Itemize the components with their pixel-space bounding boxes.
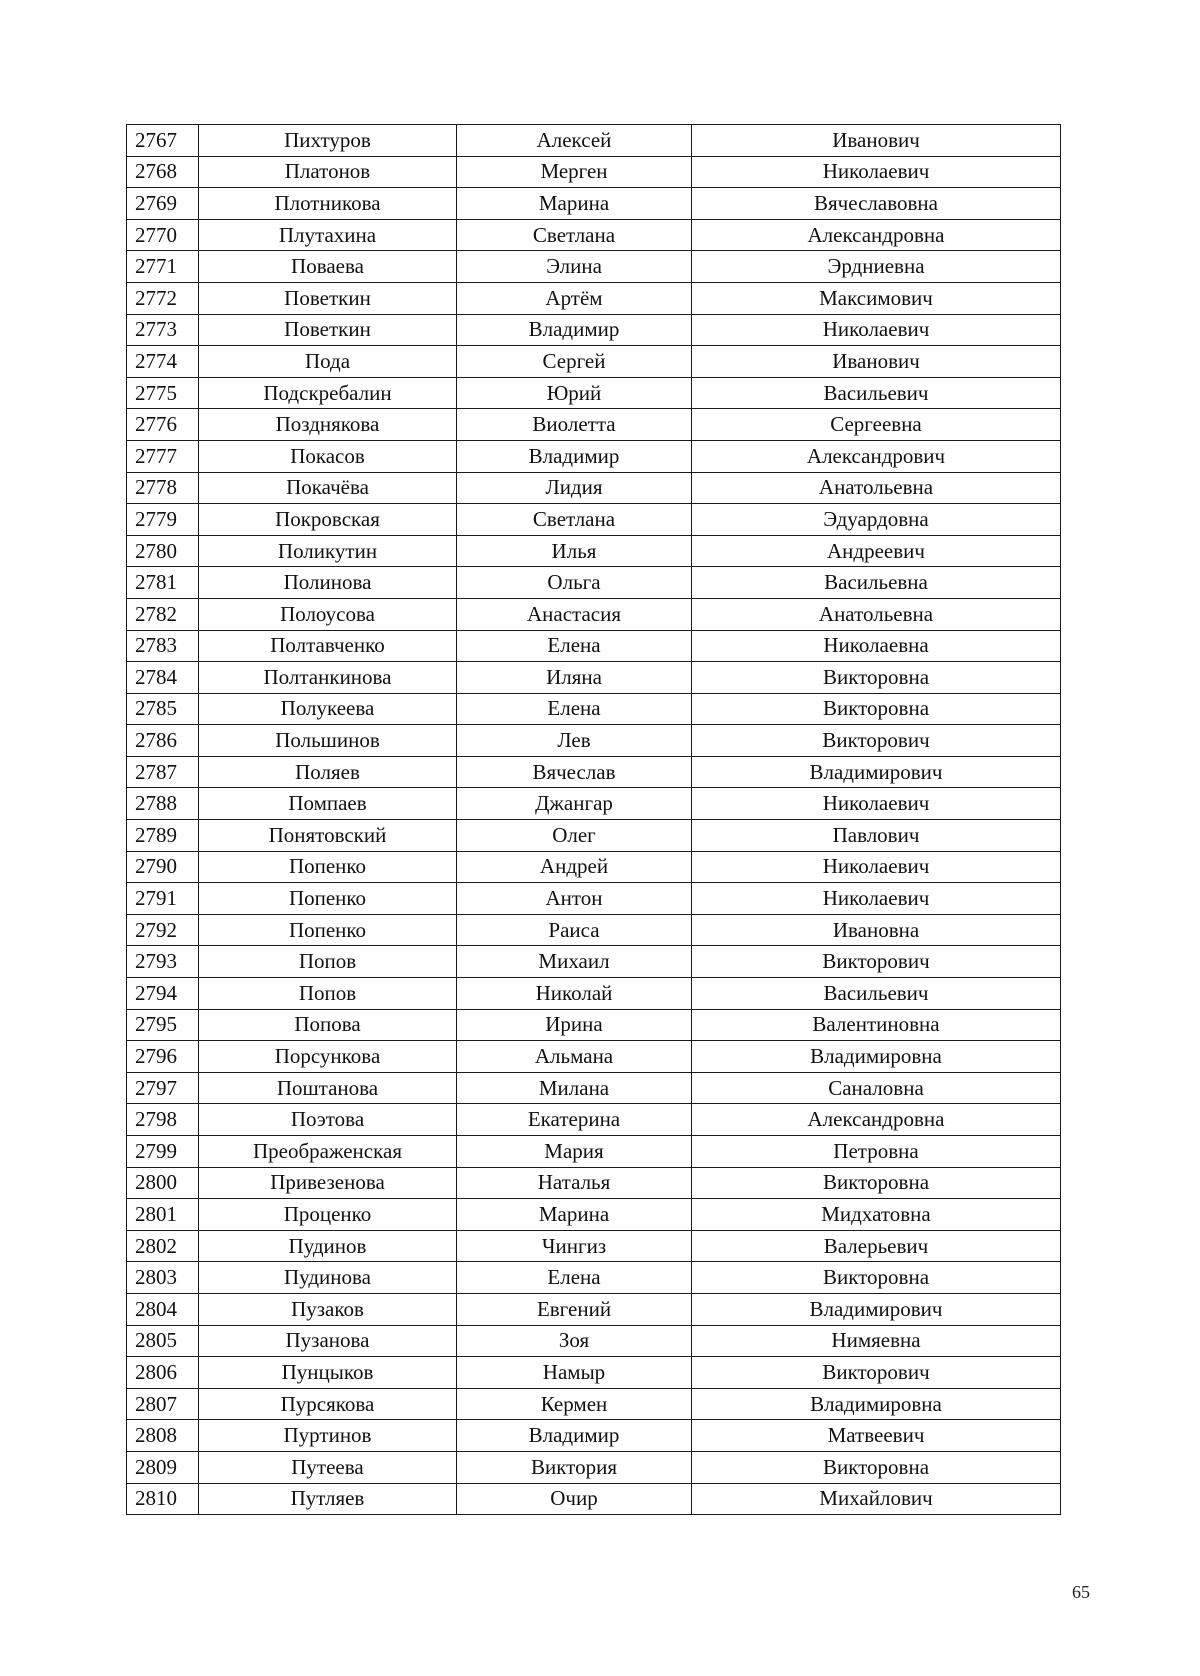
patronymic-cell: Максимович	[692, 282, 1061, 314]
row-number-cell: 2781	[127, 567, 199, 599]
patronymic-cell: Владимировна	[692, 1041, 1061, 1073]
row-number-cell: 2809	[127, 1451, 199, 1483]
patronymic-cell: Иванович	[692, 125, 1061, 157]
first-name-cell: Зоя	[457, 1325, 692, 1357]
row-number-cell: 2775	[127, 377, 199, 409]
first-name-cell: Вячеслав	[457, 756, 692, 788]
table-row	[127, 1041, 1061, 1073]
last-name-cell: Попов	[199, 946, 457, 978]
patronymic-cell: Саналовна	[692, 1072, 1061, 1104]
row-number-cell: 2788	[127, 788, 199, 820]
row-number-cell: 2797	[127, 1072, 199, 1104]
last-name-cell: Покасов	[199, 440, 457, 472]
first-name-cell: Лидия	[457, 472, 692, 504]
first-name-cell: Алексей	[457, 125, 692, 157]
first-name-cell: Намыр	[457, 1357, 692, 1389]
patronymic-cell: Васильевич	[692, 978, 1061, 1010]
first-name-cell: Мерген	[457, 156, 692, 188]
patronymic-cell: Александровна	[692, 219, 1061, 251]
table-row	[127, 662, 1061, 694]
patronymic-cell: Матвеевич	[692, 1420, 1061, 1452]
row-number-cell: 2808	[127, 1420, 199, 1452]
last-name-cell: Пунцыков	[199, 1357, 457, 1389]
last-name-cell: Понятовский	[199, 820, 457, 852]
last-name-cell: Пихтуров	[199, 125, 457, 157]
table-row	[127, 756, 1061, 788]
patronymic-cell: Викторовна	[692, 1262, 1061, 1294]
first-name-cell: Светлана	[457, 219, 692, 251]
table-row	[127, 156, 1061, 188]
row-number-cell: 2784	[127, 662, 199, 694]
last-name-cell: Путеева	[199, 1451, 457, 1483]
row-number-cell: 2790	[127, 851, 199, 883]
patronymic-cell: Николаевич	[692, 314, 1061, 346]
row-number-cell: 2782	[127, 598, 199, 630]
table-row	[127, 1104, 1061, 1136]
row-number-cell: 2778	[127, 472, 199, 504]
patronymic-cell: Викторович	[692, 1357, 1061, 1389]
first-name-cell: Элина	[457, 251, 692, 283]
patronymic-cell: Николаевич	[692, 883, 1061, 915]
table-row	[127, 504, 1061, 536]
table-row	[127, 1388, 1061, 1420]
last-name-cell: Попова	[199, 1009, 457, 1041]
patronymic-cell: Валентиновна	[692, 1009, 1061, 1041]
last-name-cell: Пузаков	[199, 1293, 457, 1325]
table-row	[127, 1293, 1061, 1325]
last-name-cell: Попенко	[199, 851, 457, 883]
row-number-cell: 2777	[127, 440, 199, 472]
last-name-cell: Поваева	[199, 251, 457, 283]
last-name-cell: Пузанова	[199, 1325, 457, 1357]
table-row	[127, 1199, 1061, 1231]
first-name-cell: Милана	[457, 1072, 692, 1104]
first-name-cell: Марина	[457, 188, 692, 220]
table-row	[127, 251, 1061, 283]
row-number-cell: 2786	[127, 725, 199, 757]
first-name-cell: Ирина	[457, 1009, 692, 1041]
last-name-cell: Помпаев	[199, 788, 457, 820]
first-name-cell: Альмана	[457, 1041, 692, 1073]
last-name-cell: Пуртинов	[199, 1420, 457, 1452]
last-name-cell: Поэтова	[199, 1104, 457, 1136]
table-row	[127, 1420, 1061, 1452]
first-name-cell: Михаил	[457, 946, 692, 978]
first-name-cell: Илья	[457, 535, 692, 567]
patronymic-cell: Владимирович	[692, 1293, 1061, 1325]
last-name-cell: Плутахина	[199, 219, 457, 251]
table-row	[127, 1357, 1061, 1389]
last-name-cell: Путляев	[199, 1483, 457, 1515]
table-row	[127, 472, 1061, 504]
row-number-cell: 2791	[127, 883, 199, 915]
last-name-cell: Польшинов	[199, 725, 457, 757]
table-row	[127, 1072, 1061, 1104]
patronymic-cell: Ивановна	[692, 914, 1061, 946]
first-name-cell: Иляна	[457, 662, 692, 694]
last-name-cell: Платонов	[199, 156, 457, 188]
first-name-cell: Ольга	[457, 567, 692, 599]
first-name-cell: Джангар	[457, 788, 692, 820]
table-row	[127, 693, 1061, 725]
row-number-cell: 2787	[127, 756, 199, 788]
table-row	[127, 1230, 1061, 1262]
row-number-cell: 2769	[127, 188, 199, 220]
last-name-cell: Попенко	[199, 914, 457, 946]
patronymic-cell: Васильевна	[692, 567, 1061, 599]
patronymic-cell: Вячеславовна	[692, 188, 1061, 220]
table-row	[127, 1136, 1061, 1168]
patronymic-cell: Александровна	[692, 1104, 1061, 1136]
first-name-cell: Юрий	[457, 377, 692, 409]
first-name-cell: Евгений	[457, 1293, 692, 1325]
first-name-cell: Виолетта	[457, 409, 692, 441]
patronymic-cell: Петровна	[692, 1136, 1061, 1168]
first-name-cell: Сергей	[457, 346, 692, 378]
last-name-cell: Полтанкинова	[199, 662, 457, 694]
first-name-cell: Анастасия	[457, 598, 692, 630]
row-number-cell: 2795	[127, 1009, 199, 1041]
first-name-cell: Николай	[457, 978, 692, 1010]
first-name-cell: Кермен	[457, 1388, 692, 1420]
last-name-cell: Поветкин	[199, 282, 457, 314]
table-row	[127, 914, 1061, 946]
patronymic-cell: Николаевна	[692, 630, 1061, 662]
first-name-cell: Елена	[457, 630, 692, 662]
table-row	[127, 788, 1061, 820]
patronymic-cell: Васильевич	[692, 377, 1061, 409]
last-name-cell: Подскребалин	[199, 377, 457, 409]
row-number-cell: 2796	[127, 1041, 199, 1073]
table-row	[127, 978, 1061, 1010]
patronymic-cell: Анатольевна	[692, 598, 1061, 630]
first-name-cell: Лев	[457, 725, 692, 757]
patronymic-cell: Викторовна	[692, 1451, 1061, 1483]
first-name-cell: Антон	[457, 883, 692, 915]
row-number-cell: 2785	[127, 693, 199, 725]
names-table	[126, 124, 1061, 1515]
patronymic-cell: Эдуардовна	[692, 504, 1061, 536]
patronymic-cell: Михайлович	[692, 1483, 1061, 1515]
row-number-cell: 2772	[127, 282, 199, 314]
row-number-cell: 2800	[127, 1167, 199, 1199]
first-name-cell: Наталья	[457, 1167, 692, 1199]
last-name-cell: Преображенская	[199, 1136, 457, 1168]
last-name-cell: Пудинова	[199, 1262, 457, 1294]
patronymic-cell: Иванович	[692, 346, 1061, 378]
last-name-cell: Полоусова	[199, 598, 457, 630]
page-number: 65	[1072, 1582, 1090, 1602]
patronymic-cell: Викторович	[692, 725, 1061, 757]
last-name-cell: Полинова	[199, 567, 457, 599]
table-row	[127, 567, 1061, 599]
last-name-cell: Пурсякова	[199, 1388, 457, 1420]
patronymic-cell: Владимирович	[692, 756, 1061, 788]
table-row	[127, 725, 1061, 757]
first-name-cell: Владимир	[457, 440, 692, 472]
row-number-cell: 2807	[127, 1388, 199, 1420]
table-row	[127, 820, 1061, 852]
last-name-cell: Полтавченко	[199, 630, 457, 662]
table-row	[127, 630, 1061, 662]
row-number-cell: 2783	[127, 630, 199, 662]
first-name-cell: Елена	[457, 693, 692, 725]
first-name-cell: Владимир	[457, 1420, 692, 1452]
table-row	[127, 188, 1061, 220]
table-row	[127, 946, 1061, 978]
first-name-cell: Мария	[457, 1136, 692, 1168]
first-name-cell: Марина	[457, 1199, 692, 1231]
row-number-cell: 2789	[127, 820, 199, 852]
table-row	[127, 125, 1061, 157]
table-row	[127, 1483, 1061, 1515]
row-number-cell: 2801	[127, 1199, 199, 1231]
patronymic-cell: Мидхатовна	[692, 1199, 1061, 1231]
row-number-cell: 2767	[127, 125, 199, 157]
table-row	[127, 377, 1061, 409]
row-number-cell: 2804	[127, 1293, 199, 1325]
table-row	[127, 440, 1061, 472]
table-row	[127, 1325, 1061, 1357]
row-number-cell: 2803	[127, 1262, 199, 1294]
patronymic-cell: Викторовна	[692, 662, 1061, 694]
patronymic-cell: Николаевич	[692, 851, 1061, 883]
first-name-cell: Владимир	[457, 314, 692, 346]
row-number-cell: 2810	[127, 1483, 199, 1515]
last-name-cell: Проценко	[199, 1199, 457, 1231]
patronymic-cell: Павлович	[692, 820, 1061, 852]
last-name-cell: Пудинов	[199, 1230, 457, 1262]
table-row	[127, 314, 1061, 346]
patronymic-cell: Валерьевич	[692, 1230, 1061, 1262]
row-number-cell: 2780	[127, 535, 199, 567]
table-row	[127, 409, 1061, 441]
table-row	[127, 598, 1061, 630]
row-number-cell: 2806	[127, 1357, 199, 1389]
patronymic-cell: Николаевич	[692, 788, 1061, 820]
row-number-cell: 2771	[127, 251, 199, 283]
first-name-cell: Елена	[457, 1262, 692, 1294]
patronymic-cell: Сергеевна	[692, 409, 1061, 441]
first-name-cell: Олег	[457, 820, 692, 852]
last-name-cell: Порсункова	[199, 1041, 457, 1073]
patronymic-cell: Александрович	[692, 440, 1061, 472]
patronymic-cell: Викторовна	[692, 1167, 1061, 1199]
row-number-cell: 2774	[127, 346, 199, 378]
table-row	[127, 346, 1061, 378]
patronymic-cell: Андреевич	[692, 535, 1061, 567]
first-name-cell: Екатерина	[457, 1104, 692, 1136]
table-row	[127, 1009, 1061, 1041]
first-name-cell: Чингиз	[457, 1230, 692, 1262]
patronymic-cell: Нимяевна	[692, 1325, 1061, 1357]
last-name-cell: Покровская	[199, 504, 457, 536]
patronymic-cell: Викторовна	[692, 693, 1061, 725]
last-name-cell: Попов	[199, 978, 457, 1010]
last-name-cell: Привезенова	[199, 1167, 457, 1199]
last-name-cell: Поликутин	[199, 535, 457, 567]
last-name-cell: Полукеева	[199, 693, 457, 725]
row-number-cell: 2794	[127, 978, 199, 1010]
row-number-cell: 2792	[127, 914, 199, 946]
table-row	[127, 1167, 1061, 1199]
last-name-cell: Позднякова	[199, 409, 457, 441]
table-row	[127, 1262, 1061, 1294]
last-name-cell: Покачёва	[199, 472, 457, 504]
row-number-cell: 2799	[127, 1136, 199, 1168]
last-name-cell: Поветкин	[199, 314, 457, 346]
row-number-cell: 2805	[127, 1325, 199, 1357]
last-name-cell: Поштанова	[199, 1072, 457, 1104]
patronymic-cell: Викторович	[692, 946, 1061, 978]
table-row	[127, 282, 1061, 314]
patronymic-cell: Николаевич	[692, 156, 1061, 188]
row-number-cell: 2776	[127, 409, 199, 441]
row-number-cell: 2798	[127, 1104, 199, 1136]
first-name-cell: Виктория	[457, 1451, 692, 1483]
patronymic-cell: Владимировна	[692, 1388, 1061, 1420]
table-row	[127, 535, 1061, 567]
table-row	[127, 883, 1061, 915]
first-name-cell: Артём	[457, 282, 692, 314]
row-number-cell: 2770	[127, 219, 199, 251]
patronymic-cell: Анатольевна	[692, 472, 1061, 504]
names-table-body	[127, 125, 1061, 1515]
row-number-cell: 2802	[127, 1230, 199, 1262]
last-name-cell: Поляев	[199, 756, 457, 788]
row-number-cell: 2768	[127, 156, 199, 188]
patronymic-cell: Эрдниевна	[692, 251, 1061, 283]
table-row	[127, 851, 1061, 883]
first-name-cell: Светлана	[457, 504, 692, 536]
row-number-cell: 2793	[127, 946, 199, 978]
first-name-cell: Очир	[457, 1483, 692, 1515]
table-row	[127, 1451, 1061, 1483]
first-name-cell: Андрей	[457, 851, 692, 883]
table-row	[127, 219, 1061, 251]
first-name-cell: Раиса	[457, 914, 692, 946]
last-name-cell: Пода	[199, 346, 457, 378]
row-number-cell: 2773	[127, 314, 199, 346]
last-name-cell: Попенко	[199, 883, 457, 915]
row-number-cell: 2779	[127, 504, 199, 536]
last-name-cell: Плотникова	[199, 188, 457, 220]
